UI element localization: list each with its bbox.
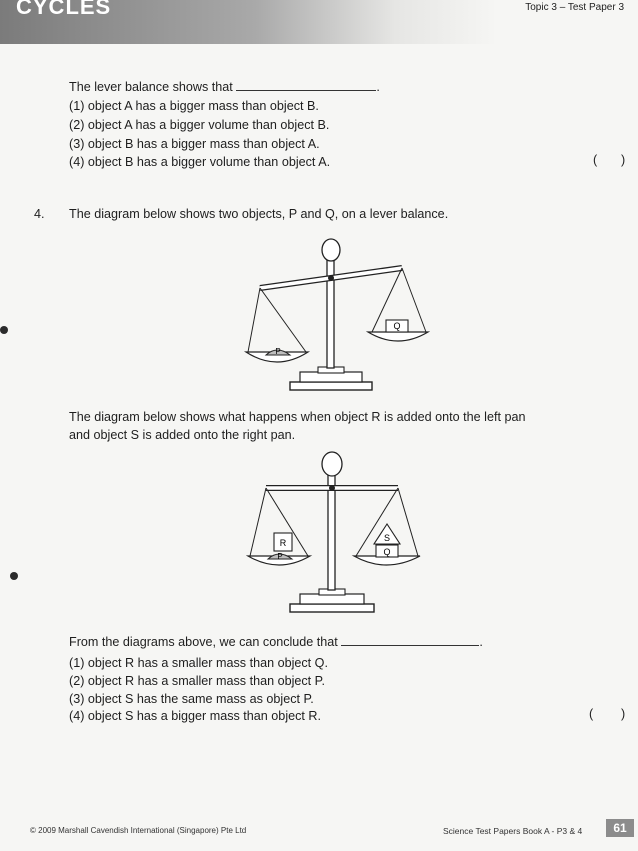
binder-hole-bottom xyxy=(10,572,18,580)
q4-option-1[interactable]: (1) object R has a smaller mass than object Q. xyxy=(69,656,328,670)
q3-bracket-open: ( xyxy=(593,153,598,167)
q3-stem-line: The lever balance shows that . xyxy=(69,80,380,94)
header-topic: Topic 3 – Test Paper 3 xyxy=(525,2,624,13)
diagram1-label-q: Q xyxy=(393,321,401,331)
q4-option-2[interactable]: (2) object R has a smaller mass than object P. xyxy=(69,674,325,688)
q3-answer-blank[interactable] xyxy=(236,78,376,91)
q3-stem: The lever balance shows that xyxy=(69,80,233,94)
q3-option-1[interactable]: (1) object A has a bigger mass than object B. xyxy=(69,99,319,113)
footer-book-title: Science Test Papers Book A - P3 & 4 xyxy=(443,826,583,836)
q4-text2-line1: The diagram below shows what happens when object R is added onto the left pan xyxy=(69,410,526,424)
diagram2-label-s: S xyxy=(383,533,391,543)
q4-option-3[interactable]: (3) object S has the same mass as object P. xyxy=(69,692,314,706)
q4-stem: The diagram below shows two objects, P and Q, on a lever balance. xyxy=(69,207,449,221)
q4-bracket-close: ) xyxy=(621,707,626,721)
balance-knob xyxy=(322,239,340,261)
diagram1-label-p: P xyxy=(275,347,281,356)
balance-base xyxy=(290,604,374,612)
q3-option-2[interactable]: (2) object A has a bigger volume than object B. xyxy=(69,118,330,132)
q3-option-4[interactable]: (4) object B has a bigger volume than object A. xyxy=(69,155,331,169)
balance-knob xyxy=(322,452,342,476)
q4-conclude-line: From the diagrams above, we can conclude that . xyxy=(69,635,483,649)
diagram2-label-r: R xyxy=(279,538,287,548)
diagram2-label-p: P xyxy=(277,552,283,561)
header-title: CYCLES xyxy=(16,0,112,19)
q3-option-3[interactable]: (3) object B has a bigger mass than object A. xyxy=(69,137,320,151)
lever-balance-diagram-1 xyxy=(240,222,430,394)
q4-conclude: From the diagrams above, we can conclude that xyxy=(69,635,338,649)
q4-text2-line2: and object S is added onto the right pan. xyxy=(69,428,296,442)
balance-stand xyxy=(328,474,335,590)
binder-hole-top xyxy=(0,326,8,334)
page-number: 61 xyxy=(606,819,634,837)
diagram2-label-q: Q xyxy=(383,547,391,557)
footer-copyright: © 2009 Marshall Cavendish International (Singapore) Pte Ltd xyxy=(30,826,247,835)
q4-bracket-open: ( xyxy=(589,707,594,721)
right-pan xyxy=(368,332,428,341)
q3-bracket-close: ) xyxy=(621,153,626,167)
q4-number: 4. xyxy=(34,207,45,221)
balance-stand xyxy=(327,256,334,368)
balance-base xyxy=(290,382,372,390)
lever-balance-diagram-2 xyxy=(246,446,422,616)
q4-answer-blank[interactable] xyxy=(341,633,479,646)
q4-option-4[interactable]: (4) object S has a bigger mass than object R. xyxy=(69,709,322,723)
